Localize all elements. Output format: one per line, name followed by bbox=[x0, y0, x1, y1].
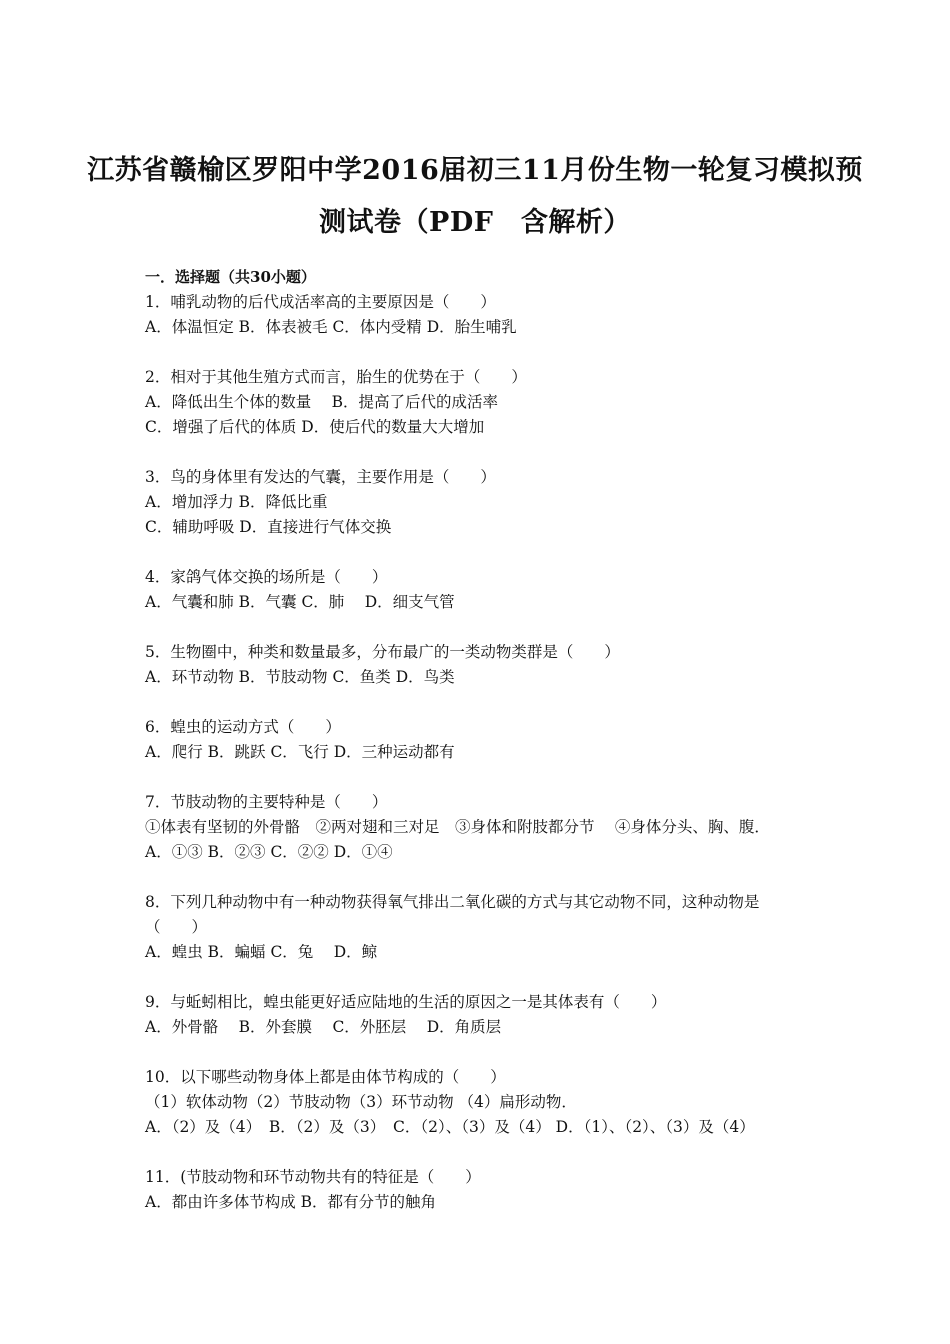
question-statements: （1）软体动物（2）节肢动物（3）环节动物 （4）扁形动物． bbox=[145, 1093, 577, 1111]
question-7 bbox=[145, 790, 825, 865]
question-options: C．辅助呼吸 D．直接进行气体交换 bbox=[145, 518, 392, 536]
question-9 bbox=[145, 990, 825, 1040]
question-3 bbox=[145, 465, 825, 540]
question-stem: 2．相对于其他生殖方式而言，胎生的优势在于（ ） bbox=[145, 368, 527, 386]
question-options: A．（2）及（4） B．（2）及（3） C．（2）、（3）及（4） D．（1）、（2）、（3）及（4） bbox=[145, 1118, 755, 1136]
question-options: C．增强了后代的体质 D．使后代的数量大大增加 bbox=[145, 418, 485, 436]
question-options: A．爬行 B．跳跃 C．飞行 D．三种运动都有 bbox=[145, 743, 455, 761]
question-6 bbox=[145, 715, 825, 765]
question-stem: 1．哺乳动物的后代成活率高的主要原因是（ ） bbox=[145, 293, 496, 311]
question-stem: 5．生物圈中，种类和数量最多，分布最广的一类动物类群是（ ） bbox=[145, 643, 620, 661]
question-options: A．环节动物 B．节肢动物 C．鱼类 D．鸟类 bbox=[145, 668, 455, 686]
question-options: A．外骨骼 B．外套膜 C．外胚层 D．角质层 bbox=[145, 1018, 502, 1036]
question-options: A．蝗虫 B．蝙蝠 C．兔 D．鲸 bbox=[145, 943, 378, 961]
question-stem: 8．下列几种动物中有一种动物获得氧气排出二氧化碳的方式与其它动物不同，这种动物是 bbox=[145, 893, 760, 911]
question-options: A．增加浮力 B．降低比重 bbox=[145, 493, 328, 511]
question-list bbox=[145, 265, 825, 1240]
question-options: A．气囊和肺 B．气囊 C．肺 D．细支气管 bbox=[145, 593, 455, 611]
question-options: A．体温恒定 B．体表被毛 C．体内受精 D．胎生哺乳 bbox=[145, 318, 517, 336]
document-title-line-1: 江苏省赣榆区罗阳中学2016届初三11月份生物一轮复习模拟预 bbox=[87, 155, 863, 186]
question-stem: 11．(节肢动物和环节动物共有的特征是（ ） bbox=[145, 1168, 481, 1186]
question-stem: 4．家鸽气体交换的场所是（ ） bbox=[145, 568, 388, 586]
question-stem: 7．节肢动物的主要特种是（ ） bbox=[145, 793, 388, 811]
question-2 bbox=[145, 365, 825, 440]
question-stem: 3．鸟的身体里有发达的气囊，主要作用是（ ） bbox=[145, 468, 496, 486]
question-5 bbox=[145, 640, 825, 690]
question-stem: 10．以下哪些动物身体上都是由体节构成的（ ） bbox=[145, 1068, 506, 1086]
question-options: A．降低出生个体的数量 B．提高了后代的成活率 bbox=[145, 393, 499, 411]
document-title-line-2: 测试卷（PDF 含解析） bbox=[319, 207, 631, 238]
question-statements: ①体表有坚韧的外骨骼 ②两对翅和三对足 ③身体和附肢都分节 ④身体分头、胸、腹． bbox=[145, 818, 770, 836]
question-1 bbox=[145, 290, 825, 340]
question-8 bbox=[145, 890, 825, 965]
question-10 bbox=[145, 1065, 825, 1140]
question-11 bbox=[145, 1165, 825, 1215]
question-4 bbox=[145, 565, 825, 615]
question-stem: 6．蝗虫的运动方式（ ） bbox=[145, 718, 341, 736]
question-stem: 9．与蚯蚓相比，蝗虫能更好适应陆地的生活的原因之一是其体表有（ ） bbox=[145, 993, 667, 1011]
question-options: A．①③ B．②③ C．②② D．①④ bbox=[145, 843, 393, 861]
question-stem-continued: （ ） bbox=[145, 918, 208, 936]
section-heading: 一．选择题（共30小题） bbox=[145, 268, 316, 286]
question-options: A．都由许多体节构成 B．都有分节的触角 bbox=[145, 1193, 437, 1211]
